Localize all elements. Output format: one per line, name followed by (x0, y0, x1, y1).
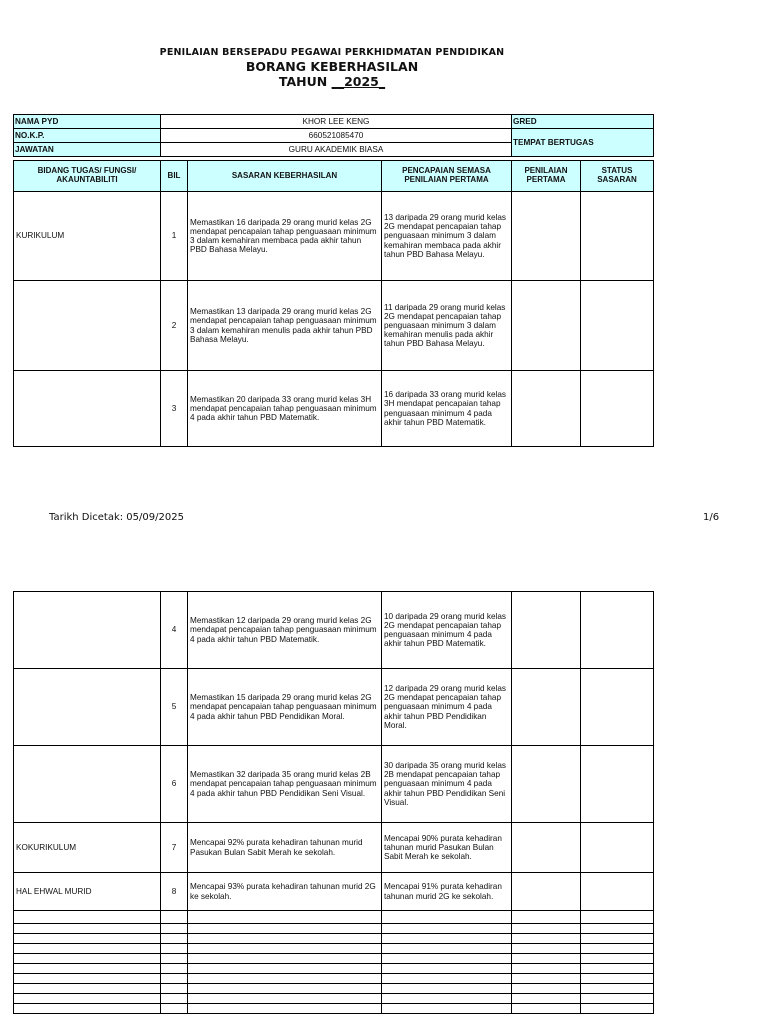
nokp-label: NO.K.P. (14, 129, 161, 143)
empty-row (14, 964, 654, 974)
empty-row (14, 1004, 654, 1014)
status-cell[interactable] (581, 371, 654, 447)
bidang-cell (14, 371, 161, 447)
penilaian-cell[interactable] (512, 281, 581, 371)
empty-row (14, 954, 654, 964)
sasaran-cell: Memastikan 20 daripada 33 orang murid kelas 3H mendapat pencapaian tahap penguasaan minimum 4 pada akhir tahun PBD Matematik. (188, 371, 382, 447)
nokp-value: 660521085470 (161, 129, 512, 143)
status-cell[interactable] (581, 592, 654, 669)
bil-cell: 2 (161, 281, 188, 371)
page-number: 1/6 (703, 512, 720, 523)
penilaian-cell[interactable] (512, 746, 581, 823)
jawatan-value: GURU AKADEMIK BIASA (161, 143, 512, 157)
bil-cell: 6 (161, 746, 188, 823)
sasaran-cell: Memastikan 16 daripada 29 orang murid kelas 2G mendapat pencapaian tahap penguasaan minimum 3 dalam kemahiran membaca pada akhir tahun PBD Bahasa Melayu. (188, 192, 382, 281)
year-value: __2025_ (331, 74, 386, 89)
table-row (14, 873, 654, 911)
status-cell[interactable] (581, 746, 654, 823)
col-penilaian: PENILAIAN PERTAMA (512, 161, 581, 192)
bil-cell: 3 (161, 371, 188, 447)
bidang-cell: KOKURIKULUM (14, 823, 161, 873)
bidang-cell: HAL EHWAL MURID (14, 873, 161, 911)
penilaian-cell[interactable] (512, 823, 581, 873)
penilaian-cell[interactable] (512, 371, 581, 447)
bil-cell: 5 (161, 669, 188, 746)
table-row (14, 592, 654, 669)
status-cell[interactable] (581, 281, 654, 371)
pencapaian-cell: 11 daripada 29 orang murid kelas 2G mendapat pencapaian tahap penguasaan minimum 3 dalam kemahiran menulis pada akhir tahun PBD Bahasa Melayu. (382, 281, 512, 371)
bil-cell: 8 (161, 873, 188, 911)
pencapaian-cell: 30 daripada 35 orang murid kelas 2B mendapat pencapaian tahap penguasaan minimum 4 pada akhir tahun PBD Pendidikan Seni Visual. (382, 746, 512, 823)
bidang-cell: KURIKULUM (14, 192, 161, 281)
empty-row (14, 974, 654, 984)
pencapaian-cell: 10 daripada 29 orang murid kelas 2G mendapat pencapaian tahap penguasaan minimum 4 pada akhir tahun PBD Matematik. (382, 592, 512, 669)
empty-row (14, 994, 654, 1004)
bil-cell: 1 (161, 192, 188, 281)
print-date: Tarikh Dicetak: 05/09/2025 (49, 512, 184, 523)
col-bil: BIL (161, 161, 188, 192)
keberhasilan-table-page2 (13, 591, 654, 1014)
empty-row (14, 924, 654, 934)
table-row (14, 281, 654, 371)
pencapaian-cell: 16 daripada 33 orang murid kelas 3H mendapat pencapaian tahap penguasaan minimum 4 pada akhir tahun PBD Matematik. (382, 371, 512, 447)
tempat-label: TEMPAT BERTUGAS (512, 129, 654, 157)
form-title-line2: BORANG KEBERHASILAN (245, 59, 419, 74)
status-cell[interactable] (581, 192, 654, 281)
table-row (14, 371, 654, 447)
empty-row (14, 944, 654, 954)
bidang-cell (14, 669, 161, 746)
penilaian-cell[interactable] (512, 592, 581, 669)
jawatan-label: JAWATAN (14, 143, 161, 157)
sasaran-cell: Memastikan 13 daripada 29 orang murid kelas 2G mendapat pencapaian tahap penguasaan minimum 3 dalam kemahiran menulis pada akhir tahun PBD Bahasa Melayu. (188, 281, 382, 371)
pencapaian-cell: Mencapai 91% purata kehadiran tahunan murid 2G ke sekolah. (382, 873, 512, 911)
table-row (14, 823, 654, 873)
nama-label: NAMA PYD (14, 115, 161, 129)
col-status: STATUS SASARAN (581, 161, 654, 192)
empty-row (14, 911, 654, 924)
sasaran-cell: Memastikan 32 daripada 35 orang murid kelas 2B mendapat pencapaian tahap penguasaan minimum 4 pada akhir tahun PBD Pendidikan Seni Visual. (188, 746, 382, 823)
empty-row (14, 984, 654, 994)
bidang-cell (14, 746, 161, 823)
penilaian-cell[interactable] (512, 873, 581, 911)
col-pencapaian: PENCAPAIAN SEMASA PENILAIAN PERTAMA (382, 161, 512, 192)
bidang-cell (14, 592, 161, 669)
pencapaian-cell: 12 daripada 29 orang murid kelas 2G mendapat pencapaian tahap penguasaan minimum 4 pada akhir tahun PBD Pendidikan Moral. (382, 669, 512, 746)
sasaran-cell: Memastikan 15 daripada 29 orang murid kelas 2G mendapat pencapaian tahap penguasaan minimum 4 pada akhir tahun PBD Pendidikan Moral. (188, 669, 382, 746)
sasaran-cell: Mencapai 92% purata kehadiran tahunan murid Pasukan Bulan Sabit Merah ke sekolah. (188, 823, 382, 873)
empty-row (14, 934, 654, 944)
col-sasaran: SASARAN KEBERHASILAN (188, 161, 382, 192)
bil-cell: 7 (161, 823, 188, 873)
gred-label: GRED (512, 115, 654, 129)
status-cell[interactable] (581, 823, 654, 873)
bidang-cell (14, 281, 161, 371)
keberhasilan-table-page1 (13, 160, 654, 447)
penilaian-cell[interactable] (512, 192, 581, 281)
pencapaian-cell: Mencapai 90% purata kehadiran tahunan murid Pasukan Bulan Sabit Merah ke sekolah. (382, 823, 512, 873)
table-row (14, 669, 654, 746)
nama-value: KHOR LEE KENG (161, 115, 512, 129)
table-row (14, 746, 654, 823)
pencapaian-cell: 13 daripada 29 orang murid kelas 2G mendapat pencapaian tahap penguasaan minimum 3 dalam kemahiran membaca pada akhir tahun PBD Bahasa Melayu. (382, 192, 512, 281)
penilaian-cell[interactable] (512, 669, 581, 746)
status-cell[interactable] (581, 873, 654, 911)
employee-info-table (13, 114, 654, 157)
col-bidang: BIDANG TUGAS/ FUNGSI/ AKAUNTABILITI (14, 161, 161, 192)
year-label: TAHUN (278, 74, 328, 89)
sasaran-cell: Mencapai 93% purata kehadiran tahunan murid 2G ke sekolah. (188, 873, 382, 911)
status-cell[interactable] (581, 669, 654, 746)
sasaran-cell: Memastikan 12 daripada 29 orang murid kelas 2G mendapat pencapaian tahap penguasaan minimum 4 pada akhir tahun PBD Matematik. (188, 592, 382, 669)
form-year (0, 74, 664, 89)
bil-cell: 4 (161, 592, 188, 669)
table-row (14, 192, 654, 281)
form-title-line1: PENILAIAN BERSEPADU PEGAWAI PERKHIDMATAN PENDIDIKAN (159, 47, 505, 58)
